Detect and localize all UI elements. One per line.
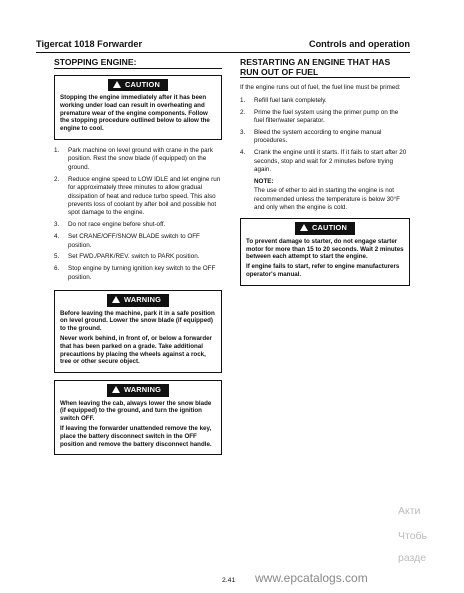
list-item: 1. Refill fuel tank completely. xyxy=(240,96,327,104)
list-item: 4. Crank the engine until it starts. If it fails to start after 20 seconds, stop and wait for 2 minutes before trying again. xyxy=(240,149,407,173)
warning-text: Never work behind, in front of, or below a forwarder that has been parked on a grade. Take additional precautions by placing the wheels against a rock, tree or other secure object. xyxy=(60,334,212,366)
warning-badge: WARNING xyxy=(107,384,169,396)
watermark: www.epcatalogs.com xyxy=(255,571,368,585)
header-rule xyxy=(36,52,410,53)
restart-intro: If the engine runs out of fuel, the fuel line must be primed: xyxy=(240,84,401,92)
list-item: 2. Prime the fuel system using the primer pump on the fuel filter/water separator. xyxy=(240,108,399,124)
activation-overlay-line: разде xyxy=(398,552,427,564)
list-item: 3. Do not race engine before shut-off. xyxy=(54,221,166,229)
warning-box-leaving-cab xyxy=(54,380,222,455)
stopping-title: STOPPING ENGINE: xyxy=(54,58,222,69)
activation-overlay-line: Акти xyxy=(398,505,421,517)
left-column xyxy=(54,58,222,462)
note-label: NOTE: xyxy=(254,177,274,185)
caution-badge: CAUTION xyxy=(295,222,355,234)
page-header xyxy=(36,37,410,51)
warning-badge: WARNING xyxy=(107,294,169,306)
list-item: 6. Stop engine by turning ignition key switch to the OFF position. xyxy=(54,265,216,281)
caution-text: Stopping the engine immediately after it has been working under load can result in overheating and premature wear of the engine components. Follow the stopping procedure outlined below to allow the engine to cool. xyxy=(60,94,210,133)
note-text: The use of ether to aid in starting the engine is not recommended unless the temperature is below 30°F and only when the engine is cold. xyxy=(254,187,401,212)
list-item: 1. Park machine on level ground with crane in the park position. Rest the snow blade (if equipped) on the ground. xyxy=(54,146,213,171)
activation-overlay-line: Чтобь xyxy=(398,530,428,542)
caution-box-starter xyxy=(240,218,410,285)
warning-triangle-icon xyxy=(112,386,120,393)
list-item: 3. Bleed the system according to engine manual procedures. xyxy=(240,128,382,145)
warning-triangle-icon xyxy=(300,224,308,231)
right-column xyxy=(240,58,410,293)
restart-steps xyxy=(240,97,410,175)
page-number: 2.41 xyxy=(222,577,236,584)
warning-box-parking xyxy=(54,290,222,373)
caution-box-stopping xyxy=(54,75,222,140)
warning-triangle-icon xyxy=(113,81,121,88)
header-section: Controls and operation xyxy=(308,39,410,49)
stopping-steps xyxy=(54,147,222,282)
warning-triangle-icon xyxy=(112,296,120,303)
caution-text: If engine fails to start, refer to engine manufacturers operator's manual. xyxy=(246,263,400,279)
restart-title: RESTARTING AN ENGINE THAT HAS RUN OUT OF FUEL xyxy=(240,58,410,78)
list-item: 4. Set CRANE/OFF/SNOW BLADE switch to OFF position. xyxy=(54,233,200,249)
warning-text: If leaving the forwarder unattended remove the key, place the battery disconnect switch in the OFF position and remove the battery disconnect handle. xyxy=(60,424,212,448)
list-item: 2. Reduce engine speed to LOW IDLE and let engine run for approximately three minutes to allow gradual dissipation of heat and reduce turbo speed. This also prevents loss of coolant by after boil and possible hot spot damage to the engine. xyxy=(54,175,221,217)
caution-badge: CAUTION xyxy=(108,79,168,91)
warning-text: When leaving the cab, always lower the snow blade (if equipped) to the ground, and turn the ignition switch OFF. xyxy=(60,399,212,423)
header-title: Tigercat 1018 Forwarder xyxy=(36,39,143,49)
caution-text: To prevent damage to starter, do not engage starter motor for more than 15 to 20 seconds. Wait 2 minutes between each attempt to start the engine. xyxy=(246,237,404,261)
warning-text: Before leaving the machine, park it in a safe position on level ground. Lower the snow blade (if equipped) to the ground. xyxy=(60,309,215,333)
list-item: 5. Set FWD./PARK/REV. switch to PARK position. xyxy=(54,253,200,261)
